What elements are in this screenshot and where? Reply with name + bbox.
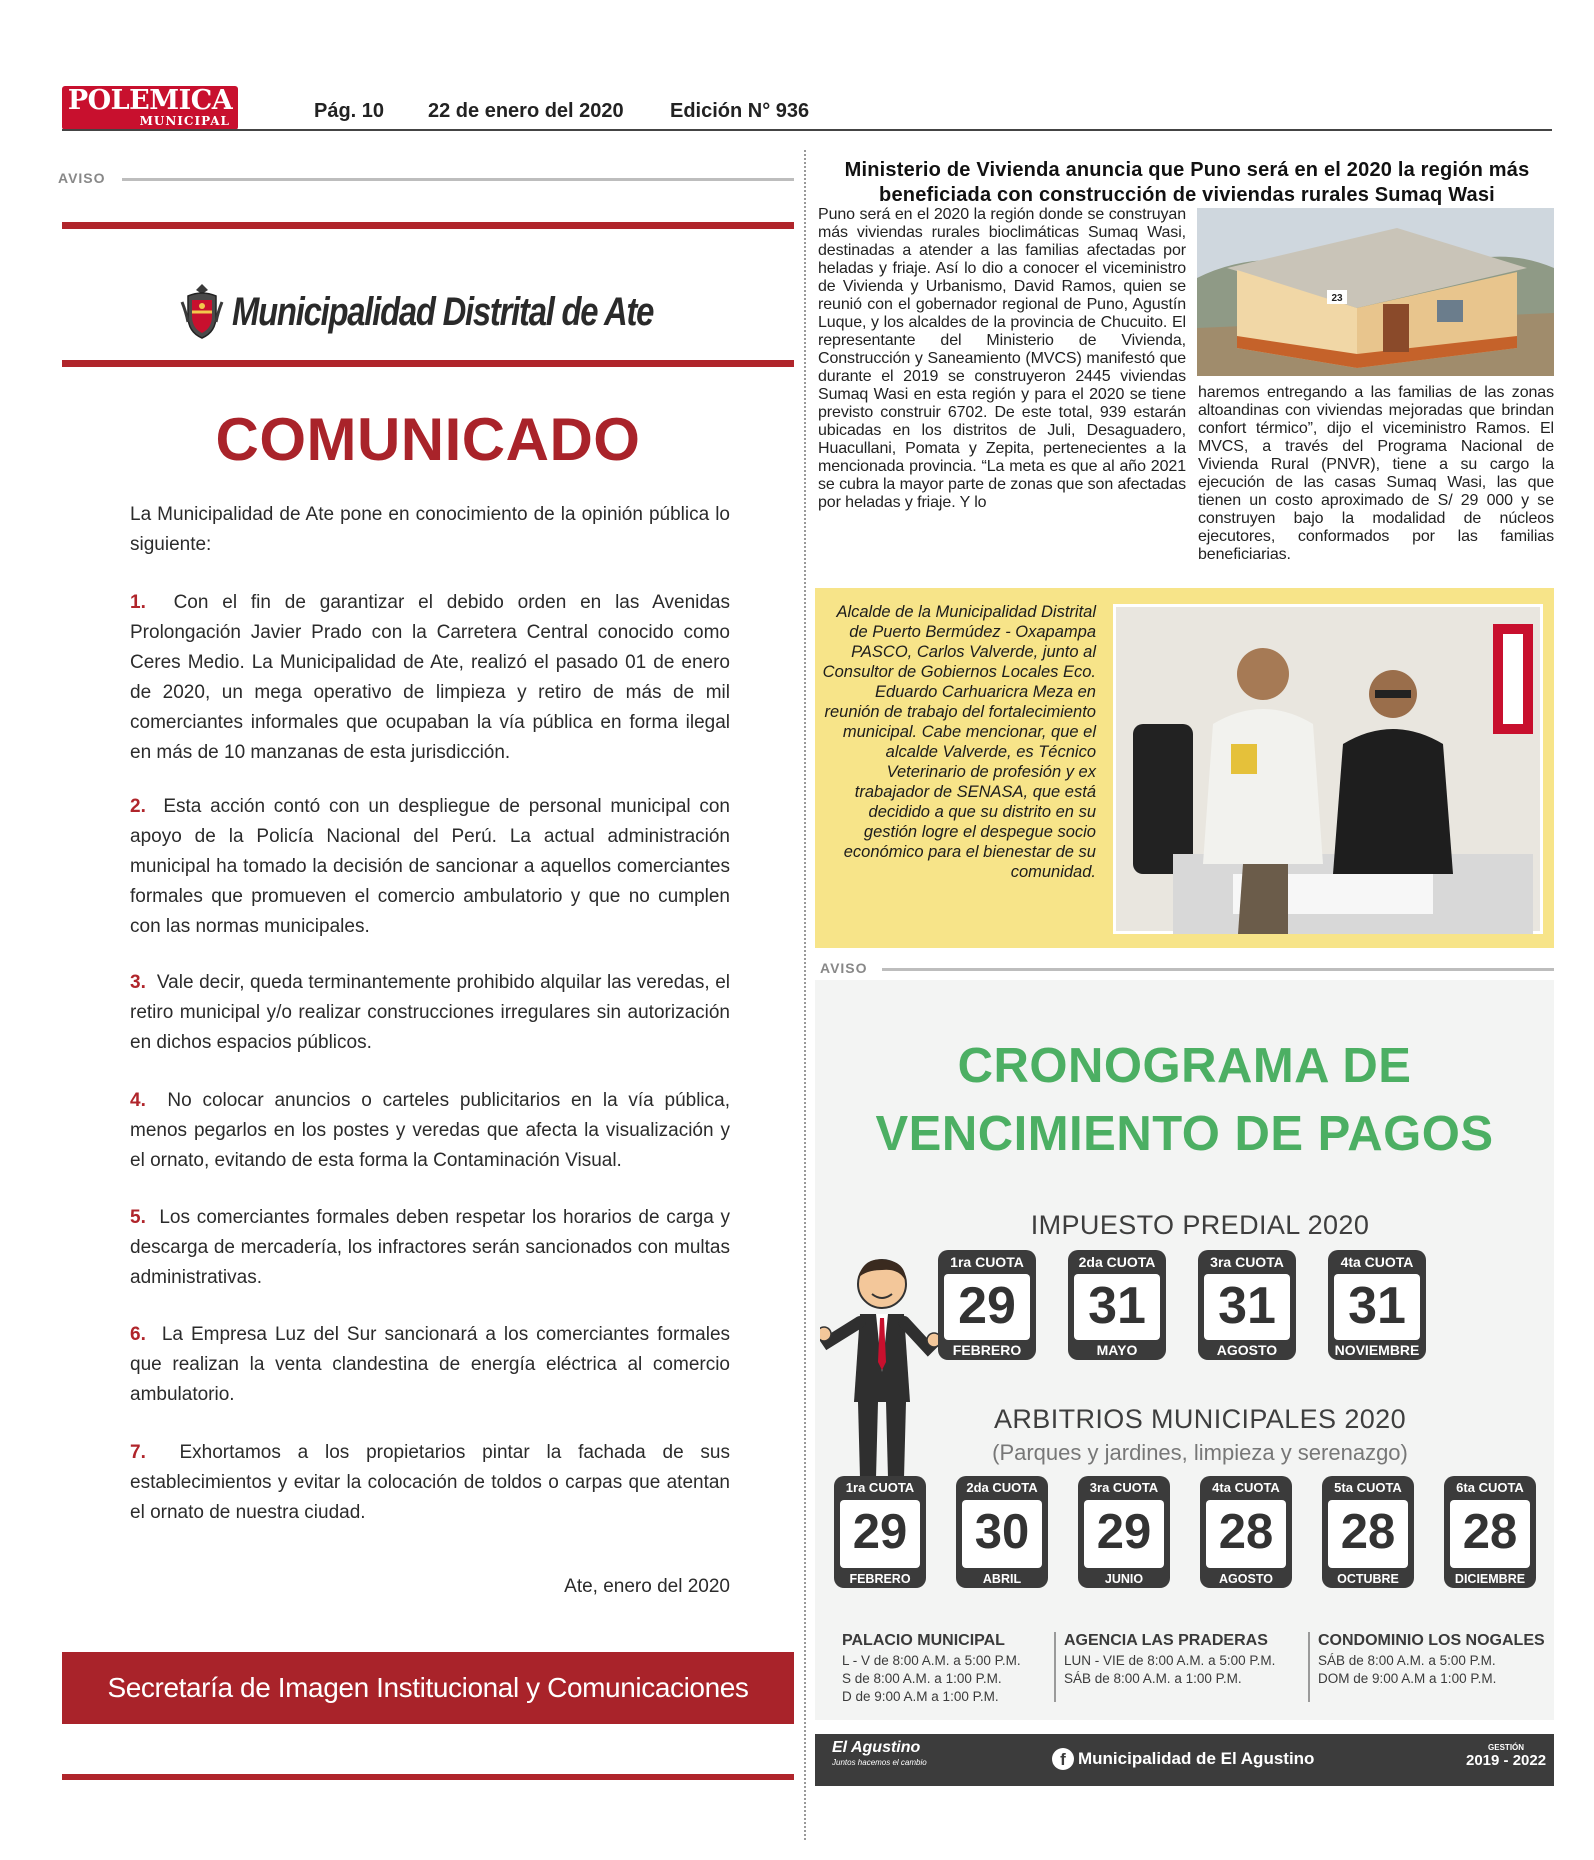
cuota-month: AGOSTO: [1216, 1342, 1278, 1358]
office-hours: D de 9:00 A.M a 1:00 P.M.: [842, 1689, 999, 1704]
mid-red-rule: [62, 360, 794, 367]
news-column-2: haremos entregando a las familias de las zonas altoandinas con viviendas mejoradas que brindan confort térmico”, dijo el viceministro Ramos. El MVCS, a través del Programa Nacional de Vivienda Rural (PNVR), tiene a su cargo la ejecución de las casas Sumaq Wasi, las que tienen un costo aproximado de S/ 29 000 y se construyen bajo la modalidad de núcleos ejecutores, conformados por las familias beneficiarias.: [1198, 384, 1554, 563]
item-number: 6.: [130, 1324, 146, 1345]
page-number: Pág. 10: [314, 100, 385, 122]
item-number: 3.: [130, 972, 146, 993]
news-column-1: Puno será en el 2020 la región donde se construyan más viviendas rurales bioclimáticas Sumaq Wasi, destinadas a atender a las familias afectadas por heladas y friaje. Así lo dio a conocer el viceministro de Vivienda y Urbanismo, David Ramos, quien se reunió con el gobernador regional de Puno, Agustín Luque, y los alcaldes de la provincia de Chucuito. El representante del Ministerio de Vivienda, Construcción y Saneamiento (MVCS) manifestó que durante el 2019 se construyeron 2445 viviendas Sumaq Wasi en esta región y para el 2020 se tiene previsto construir 6702. De este total, 939 estarán ubicadas en los distritos de Juli, Desaguadero, Huacullani, Pomata y Zepita, pertenecientes a la mencionada provincia. “La meta es que al año 2021 se cubra la mayor parte de zonas que son afectadas por heladas y friaje. Y lo: [818, 206, 1186, 511]
column-divider: [804, 150, 806, 1840]
cuota-month: DICIEMBRE: [1454, 1572, 1526, 1586]
office-separator: [1054, 1632, 1056, 1702]
office-name: PALACIO MUNICIPAL: [842, 1632, 1005, 1649]
cuota-label: 1ra CUOTA: [845, 1480, 915, 1495]
arbitrios-cuota-1: [834, 1476, 926, 1588]
facebook-icon: f: [1052, 1748, 1074, 1770]
item-text: Vale decir, queda terminantemente prohibido alquilar las veredas, el retiro municipal y/o realizar construcciones irregulares sin autorización en dichos espacios públicos.: [130, 972, 730, 1053]
top-red-rule: [62, 222, 794, 229]
cuota-label: 1ra CUOTA: [950, 1254, 1024, 1270]
issue-date: 22 de enero del 2020: [428, 100, 624, 122]
gestion-badge: [1466, 1743, 1546, 1769]
secretaria-footer: Secretaría de Imagen Institucional y Comunicaciones: [62, 1652, 794, 1724]
logo-subtitle: MUNICIPAL: [139, 114, 230, 128]
newspaper-logo: [62, 86, 238, 130]
arbitrios-cuota-2: [956, 1476, 1048, 1588]
comunicado-item: [130, 1203, 730, 1293]
news-headline: Ministerio de Vivienda anuncia que Puno será en el 2020 la región más beneficiada con construcción de viviendas rurales Sumaq Wasi: [844, 159, 1530, 206]
predial-cuota-1: [938, 1250, 1036, 1360]
cuota-month: FEBRERO: [849, 1572, 911, 1586]
house-number: 23: [1331, 293, 1343, 304]
office-hours: LUN - VIE de 8:00 A.M. a 5:00 P.M.: [1064, 1653, 1276, 1668]
predial-title: IMPUESTO PREDIAL 2020: [1030, 1210, 1370, 1240]
predial-cuota-4: [1328, 1250, 1426, 1360]
cuota-label: 2da CUOTA: [966, 1480, 1038, 1495]
cuota-day: 29: [944, 1274, 1030, 1340]
brand-name: El Agustino: [832, 1739, 921, 1756]
municipal-shield-icon: [180, 282, 224, 340]
facebook-page: Municipalidad de El Agustino: [1078, 1749, 1315, 1768]
cronograma-title-line2: VENCIMIENTO DE PAGOS: [875, 1107, 1494, 1161]
comunicado-item: [130, 1320, 730, 1410]
bottom-red-rule: [62, 1774, 794, 1780]
cuota-day: 28: [1450, 1500, 1530, 1568]
cuota-label: 5ta CUOTA: [1334, 1480, 1402, 1495]
gestion-label: GESTIÓN: [1488, 1743, 1525, 1752]
comunicado-heading: COMUNICADO: [215, 406, 641, 473]
office-nogales: [1318, 1632, 1554, 1688]
comunicado-item: [130, 792, 730, 942]
cuota-day: 31: [1204, 1274, 1290, 1340]
arbitrios-cuota-5: [1322, 1476, 1414, 1588]
office-hours: DOM de 9:00 A.M a 1:00 P.M.: [1318, 1671, 1497, 1686]
cuota-day: 31: [1334, 1274, 1420, 1340]
cuota-month: JUNIO: [1104, 1572, 1144, 1586]
cuota-month: OCTUBRE: [1337, 1572, 1399, 1586]
comunicado-item: [130, 588, 730, 768]
arbitrios-cuota-4: [1200, 1476, 1292, 1588]
office-hours: L - V de 8:00 A.M. a 5:00 P.M.: [842, 1653, 1021, 1668]
arbitrios-cuota-6: [1444, 1476, 1536, 1588]
cuota-label: 4ta CUOTA: [1340, 1254, 1414, 1270]
office-hours: SÁB de 8:00 A.M. a 5:00 P.M.: [1318, 1653, 1496, 1668]
gestion-years: 2019 - 2022: [1466, 1752, 1547, 1769]
photo-caption: Alcalde de la Municipalidad Distrital de Puerto Bermúdez - Oxapampa PASCO, Carlos Valverde, junto al Consultor de Gobiernos Locales Eco. Eduardo Carhuaricra Meza en reunión de trabajo del fortalecimiento municipal. Cabe mencionar, que el alcalde Valverde, es Técnico Veterinario de profesión y ex trabajador de SENASA, que está decidido a que su distrito en su gestión logre el despegue socio económico para el bienestar de su comunidad.: [822, 603, 1096, 881]
edition-number: Edición N° 936: [670, 100, 810, 122]
item-text: Con el fin de garantizar el debido orden en las Avenidas Prolongación Javier Prado con la Carretera Central conocido como Ceres Medio. La Municipalidad de Ate, realizó el pasado 01 de enero de 2020, un mega operativo de limpieza y retiro de más de mil comerciantes informales que ocupaban la vía pública en forma ilegal en más de 10 manzanas de esta jurisdicción.: [130, 592, 730, 763]
office-palacio: [842, 1632, 1042, 1706]
predial-cuota-3: [1198, 1250, 1296, 1360]
comunicado-item: [130, 1438, 730, 1528]
aviso-label: AVISO: [58, 170, 106, 186]
arbitrios-subtitle: (Parques y jardines, limpieza y serenazgo): [992, 1440, 1408, 1465]
cuota-day: 30: [962, 1500, 1042, 1568]
cuota-day: 28: [1206, 1500, 1286, 1568]
cuota-day: 31: [1074, 1274, 1160, 1340]
item-number: 4.: [130, 1090, 146, 1111]
arbitrios-cuota-3: [1078, 1476, 1170, 1588]
logo-title: POLEMICA: [67, 85, 233, 116]
cuota-month: FEBRERO: [952, 1342, 1022, 1358]
item-text: Los comerciantes formales deben respetar los horarios de carga y descarga de mercadería, los infractores serán sancionados con multas administrativas.: [130, 1207, 730, 1288]
cuota-label: 3ra CUOTA: [1210, 1254, 1284, 1270]
comunicado-item: [130, 1086, 730, 1176]
house-photo: [1197, 208, 1554, 376]
signature: Ate, enero del 2020: [564, 1576, 730, 1597]
item-number: 5.: [130, 1207, 146, 1228]
aviso-rule-2: [882, 968, 1554, 971]
item-text: La Empresa Luz del Sur sancionará a los comerciantes formales que realizan la venta clandestina de energía eléctrica al comercio ambulatorio.: [130, 1324, 731, 1405]
cuota-month: MAYO: [1096, 1342, 1138, 1358]
item-text: No colocar anuncios o carteles publicitarios en la vía pública, menos pegarlos en los postes y veredas que afecta la visualización y el ornato, evitando de esta forma la Contaminación Visual.: [130, 1090, 731, 1171]
cuota-month: NOVIEMBRE: [1334, 1342, 1420, 1358]
cronograma-title-line1: CRONOGRAMA DE: [957, 1039, 1412, 1093]
meeting-photo: [1113, 604, 1543, 934]
cuota-label: 4ta CUOTA: [1212, 1480, 1280, 1495]
municipality-title: Municipalidad Distrital de Ate: [232, 290, 654, 334]
predial-cuota-2: [1068, 1250, 1166, 1360]
cuota-label: 2da CUOTA: [1078, 1254, 1156, 1270]
aviso-label-2: AVISO: [820, 960, 868, 976]
cuota-label: 6ta CUOTA: [1456, 1480, 1524, 1495]
office-praderas: [1064, 1632, 1314, 1688]
office-name: AGENCIA LAS PRADERAS: [1064, 1632, 1268, 1649]
cuota-day: 28: [1328, 1500, 1408, 1568]
office-separator: [1308, 1632, 1310, 1702]
comunicado-intro: La Municipalidad de Ate pone en conocimiento de la opinión pública lo siguiente:: [130, 504, 730, 555]
office-hours: S de 8:00 A.M. a 1:00 P.M.: [842, 1671, 1002, 1686]
cuota-month: AGOSTO: [1219, 1572, 1273, 1586]
cuota-day: 29: [1084, 1500, 1164, 1568]
item-number: 1.: [130, 592, 146, 613]
cuota-label: 3ra CUOTA: [1089, 1480, 1159, 1495]
item-text: Esta acción contó con un despliegue de personal municipal con apoyo de la Policía Nacional del Perú. La actual administración municipal ha tomado la decisión de sancionar a aquellos comerciantes formales que promueven el comercio ambulatorio y que no cumplen con las normas municipales.: [130, 796, 730, 937]
el-agustino-logo: [832, 1740, 927, 1770]
office-hours: SÁB de 8:00 A.M. a 1:00 P.M.: [1064, 1671, 1242, 1686]
comunicado-item: [130, 968, 730, 1058]
header-rule: [62, 129, 1552, 131]
item-number: 2.: [130, 796, 146, 817]
item-text: Exhortamos a los propietarios pintar la fachada de sus establecimientos y evitar la colocación de toldos o carpas que atentan el ornato de nuestra ciudad.: [130, 1442, 730, 1523]
arbitrios-title: ARBITRIOS MUNICIPALES 2020: [993, 1404, 1407, 1434]
item-number: 7.: [130, 1442, 146, 1463]
cuota-month: ABRIL: [982, 1572, 1022, 1586]
office-name: CONDOMINIO LOS NOGALES: [1318, 1632, 1545, 1649]
brand-tagline: Juntos hacemos el cambio: [832, 1758, 927, 1767]
cuota-day: 29: [840, 1500, 920, 1568]
aviso-rule: [122, 178, 794, 181]
